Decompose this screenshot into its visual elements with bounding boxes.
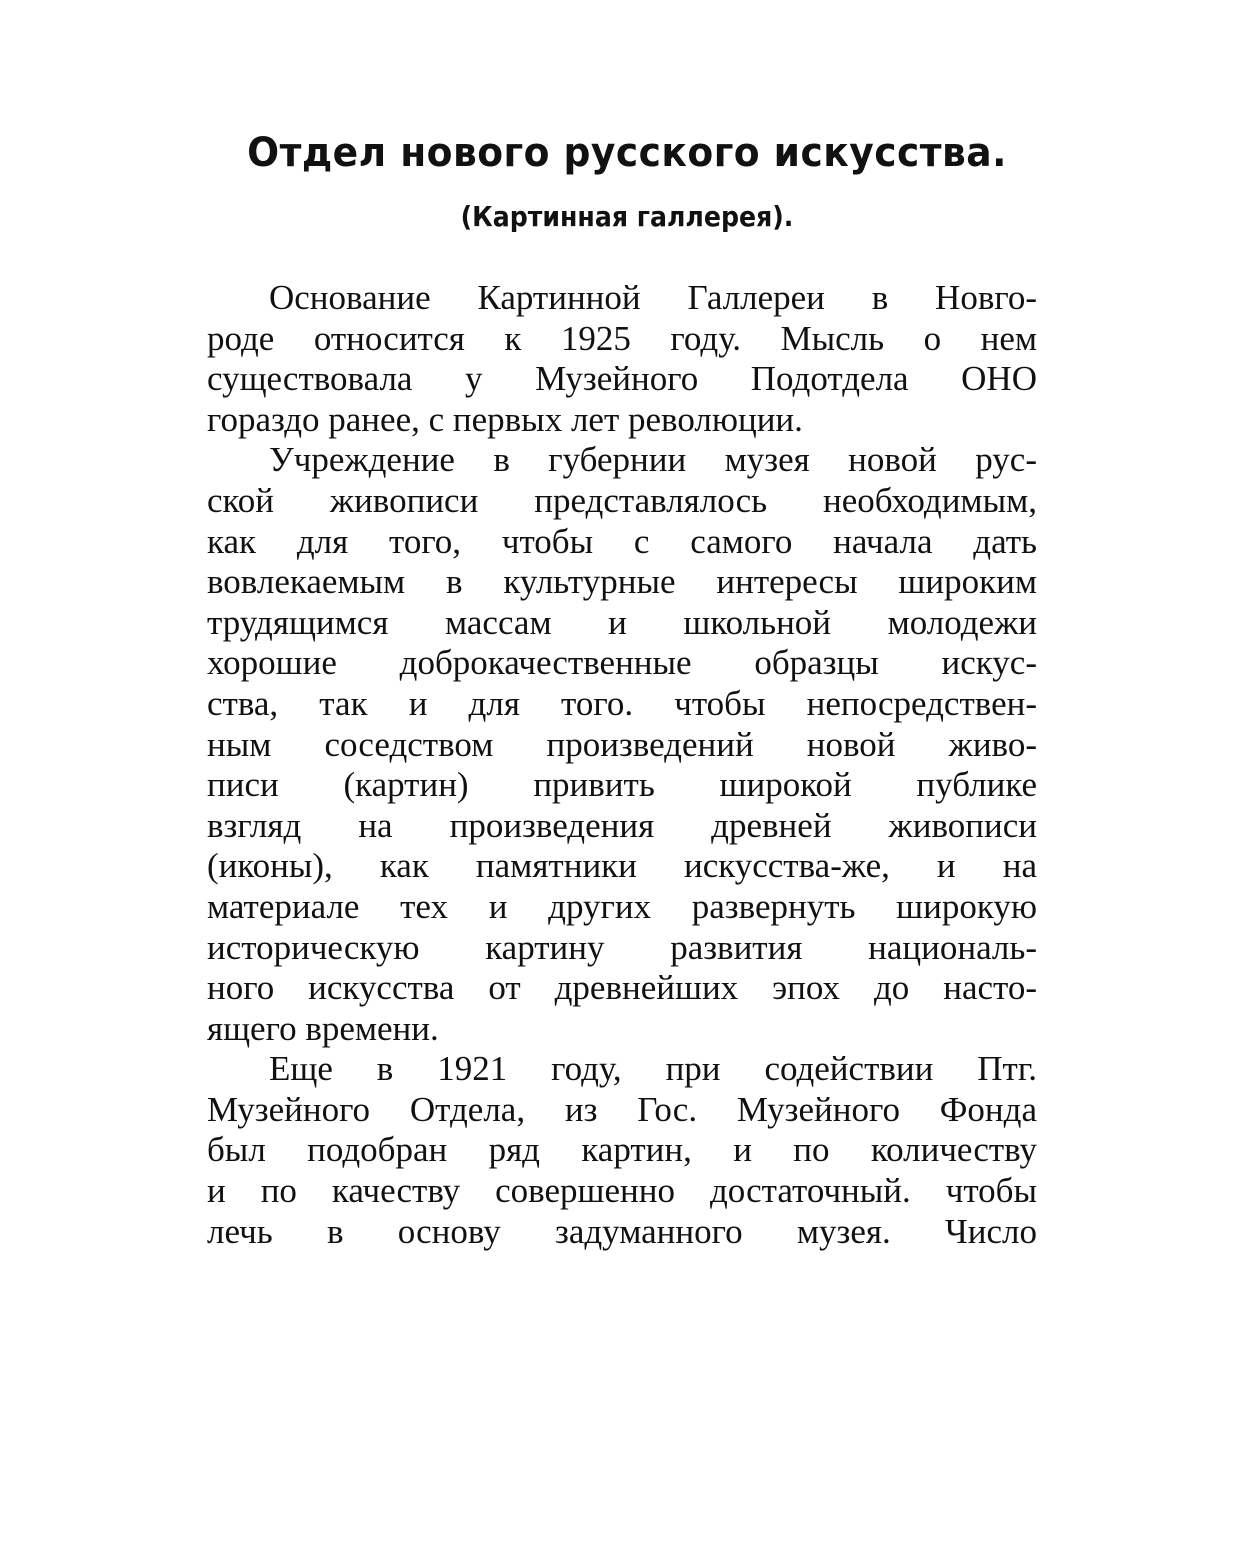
text-line: ным соседством произведений новой живо- [207, 724, 1037, 764]
text-line: как для того, чтобы с самого начала дать [207, 521, 1037, 561]
text-line: историческую картину развития националь- [207, 927, 1037, 967]
text-line: Основание Картинной Галлереи в Новго- [269, 278, 1037, 317]
text-line: лечь в основу задуманного музея. Число [207, 1211, 1037, 1251]
page-title: Отдел нового русского искусства. [247, 130, 1007, 176]
text-line: ства, так и для того. чтобы непосредствен- [207, 683, 1037, 723]
text-line: трудящимся массам и школьной молодежи [207, 602, 1037, 642]
text-line: гораздо ранее, с первых лет революции. [207, 399, 803, 439]
text-line: был подобран ряд картин, и по количеству [207, 1130, 1037, 1170]
text-line: ской живописи представлялось необходимым, [207, 480, 1037, 520]
text-line: хорошие доброкачественные образцы искус- [207, 643, 1037, 683]
text-line: вовлекаемым в культурные интересы широким [207, 562, 1037, 602]
text-line: писи (картин) привить широкой публике [207, 765, 1037, 805]
text-line: и по качеству совершенно достаточный. чтобы [207, 1171, 1037, 1211]
text-line: взгляд на произведения древней живописи [207, 805, 1037, 845]
text-line: ящего времени. [207, 1008, 439, 1048]
text-line: материале тех и других развернуть широкую [207, 886, 1037, 926]
body-text [207, 278, 1037, 1252]
text-line: ного искусства от древнейших эпох до насто- [207, 968, 1037, 1008]
text-line: Учреждение в губернии музея новой рус- [269, 440, 1037, 480]
page-subtitle: (Картинная галлерея). [460, 200, 794, 233]
text-line: Музейного Отдела, из Гос. Музейного Фонда [207, 1089, 1037, 1129]
text-line: существовала у Музейного Подотдела ОНО [207, 359, 1037, 399]
text-line: (иконы), как памятники искусства-же, и на [207, 846, 1037, 886]
text-line: роде относится к 1925 году. Мысль о нем [207, 318, 1037, 358]
text-line: Еще в 1921 году, при содействии Птг. [269, 1049, 1037, 1089]
